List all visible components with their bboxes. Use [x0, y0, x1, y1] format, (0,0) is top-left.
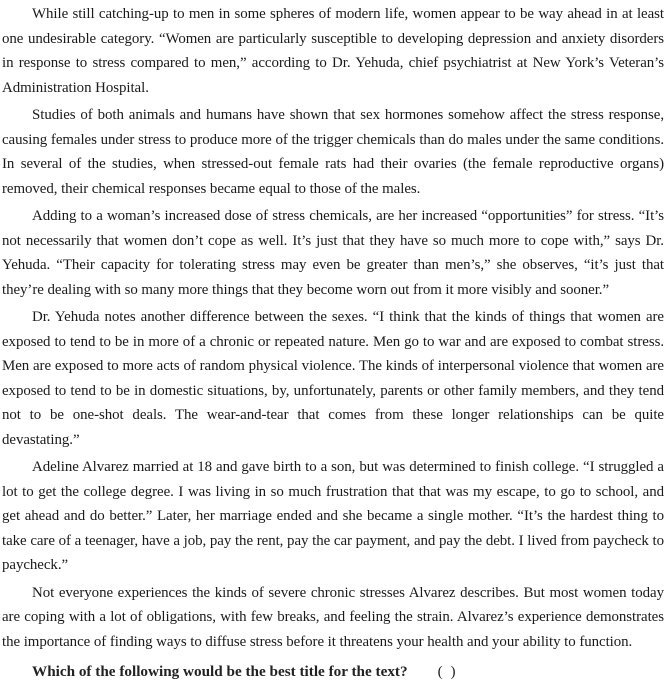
paragraph-3: Adding to a woman’s increased dose of stress chemicals, are her increased “opportunities” for stress. “It’s not necessarily that women don’t cope as well. It’s just that they have so much more to cope with,” says Dr. Yehuda. “Their capacity for tolerating stress may even be greater than men’s,” she observes, “it’s just that they’re dealing with so many more things that they become worn out from it more visibly and sooner.”: [2, 208, 664, 298]
answer-blank: ( ): [437, 663, 458, 680]
question: [2, 660, 664, 684]
paragraph-6: Not everyone experiences the kinds of severe chronic stresses Alvarez describes. But most women today are coping with a lot of obligations, with few breaks, and feeling the strain. Alvarez’s experience demonstrates the importance of finding ways to diffuse stress before it threatens your health and your ability to function.: [2, 584, 664, 650]
paragraph-1: While still catching-up to men in some spheres of modern life, women appear to be way ahead in at least one undesirable category. “Women are particularly susceptible to developing depression and anxiety disorders in response to stress compared to men,” according to Dr. Yehuda, chief psychiatrist at New York’s Veteran’s Administration Hospital.: [2, 6, 664, 96]
paragraph-5: Adeline Alvarez married at 18 and gave birth to a son, but was determined to finish college. “I struggled a lot to get the college degree. I was living in so much frustration that that was my escape, to go to school, and get ahead and do better.” Later, her marriage ended and she became a single mother. “It’s the hardest thing to take care of a teenager, have a job, pay the rent, pay the car payment, and pay the debt. I lived from paycheck to paycheck.”: [2, 459, 664, 573]
paragraph-2: Studies of both animals and humans have shown that sex hormones somehow affect the stress response, causing females under stress to produce more of the trigger chemicals than do males under the same conditions. In several of the studies, when stressed-out female rats had their ovaries (the female reproductive organs) removed, their chemical responses became equal to those of the males.: [2, 107, 664, 197]
question-text: Which of the following would be the best title for the text?: [32, 663, 408, 680]
paragraph-4: Dr. Yehuda notes another difference between the sexes. “I think that the kinds of things that women are exposed to tend to be in more of a chronic or repeated nature. Men go to war and are exposed to combat stress. Men are exposed to more acts of random physical violence. The kinds of interpersonal violence that women are exposed to tend to be in domestic situations, by, unfortunately, parents or other family members, and they tend not to be one-shot deals. The wear-and-tear that comes from these longer relationships can be quite devastating.”: [2, 309, 664, 448]
